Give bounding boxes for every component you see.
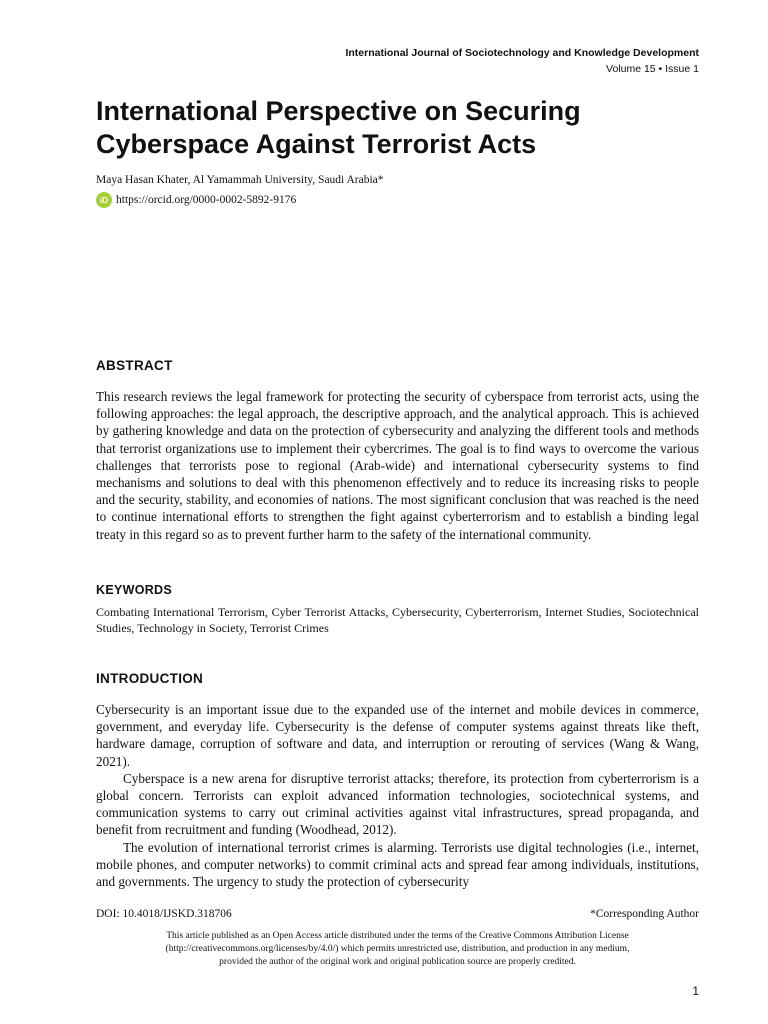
abstract-text: This research reviews the legal framework for protecting the security of cyberspace from terrorist acts, using the following approaches: the legal approach, the descriptive approach, and the analytical approach. This is achieved by gathering knowledge and data on the protection of cybersecurity and analyzing the different tools and methods that terrorist organizations use to implement their cybercrimes. The goal is to find ways to overcome the various challenges that terrorists pose to regional (Arab-wide) and international cybersecurity systems to find mechanisms and solutions to deal with this phenomenon effectively and to reduce its increasing risks to people and the security, stability, and economies of nations. The most significant conclusion that was reached is the need to continue international efforts to strengthen the fight against cyberterrorism and to establish a binding legal treaty in this regard so as to prevent further harm to the safety of the international community. [96,389,699,542]
license-notice [96,930,699,969]
intro-paragraph: Cyberspace is a new arena for disruptive terrorist attacks; therefore, its protection from cyberterrorism is a global concern. Terrorists can exploit advanced information technologies, sociotechnical systems, and communication systems to carry out criminal activities against vital infrastructures, spread propaganda, and benefit from recruitment and funding (Woodhead, 2012). [96,770,699,838]
journal-name: International Journal of Sociotechnology and Knowledge Development [345,47,699,59]
corresponding-author-note: *Corresponding Author [590,908,699,920]
page-number: 1 [692,984,699,998]
license-line: This article published as an Open Access article distributed under the terms of the Creative Commons Attribution License [166,931,629,941]
intro-paragraph: The evolution of international terrorist crimes is alarming. Terrorists use digital technologies (i.e., internet, mobile phones, and computer networks) to commit criminal acts and spread fear among individuals, institutions, and governments. The urgency to study the protection of cybersecurity [96,839,699,890]
article-title: International Perspective on Securing Cyberspace Against Terrorist Acts [96,96,581,159]
keywords-heading: KEYWORDS [96,583,173,597]
license-line: provided the author of the original work and original publication source are properly credited. [219,957,576,967]
intro-paragraph: Cybersecurity is an important issue due to the expanded use of the internet and mobile devices in commerce, government, and everyday life. Cybersecurity is the defense of computer systems against threats like theft, hardware damage, corruption of software and data, and interruption or rerouting of services (Wang & Wang, 2021). [96,702,699,769]
orcid-icon: iD [96,192,112,208]
keywords-text: Combating International Terrorism, Cyber Terrorist Attacks, Cybersecurity, Cyberterrorism, Internet Studies, Sociotechnical Studies, Technology in Society, Terrorist Crimes [96,605,699,635]
doi[interactable]: DOI: 10.4018/IJSKD.318706 [96,908,232,920]
volume-issue: Volume 15 • Issue 1 [606,63,699,75]
abstract-heading: ABSTRACT [96,358,173,373]
orcid-link[interactable]: https://orcid.org/0000-0002-5892-9176 [116,194,297,206]
orcid-line[interactable] [96,192,296,208]
journal-header [345,45,699,77]
license-line: (http://creativecommons.org/licenses/by/4.0/) which permits unrestricted use, distribution, and production in any medium, [165,944,630,954]
introduction-heading: INTRODUCTION [96,671,204,686]
introduction-body [96,701,699,890]
author-affiliation: Maya Hasan Khater, Al Yamammah University, Saudi Arabia* [96,174,384,186]
